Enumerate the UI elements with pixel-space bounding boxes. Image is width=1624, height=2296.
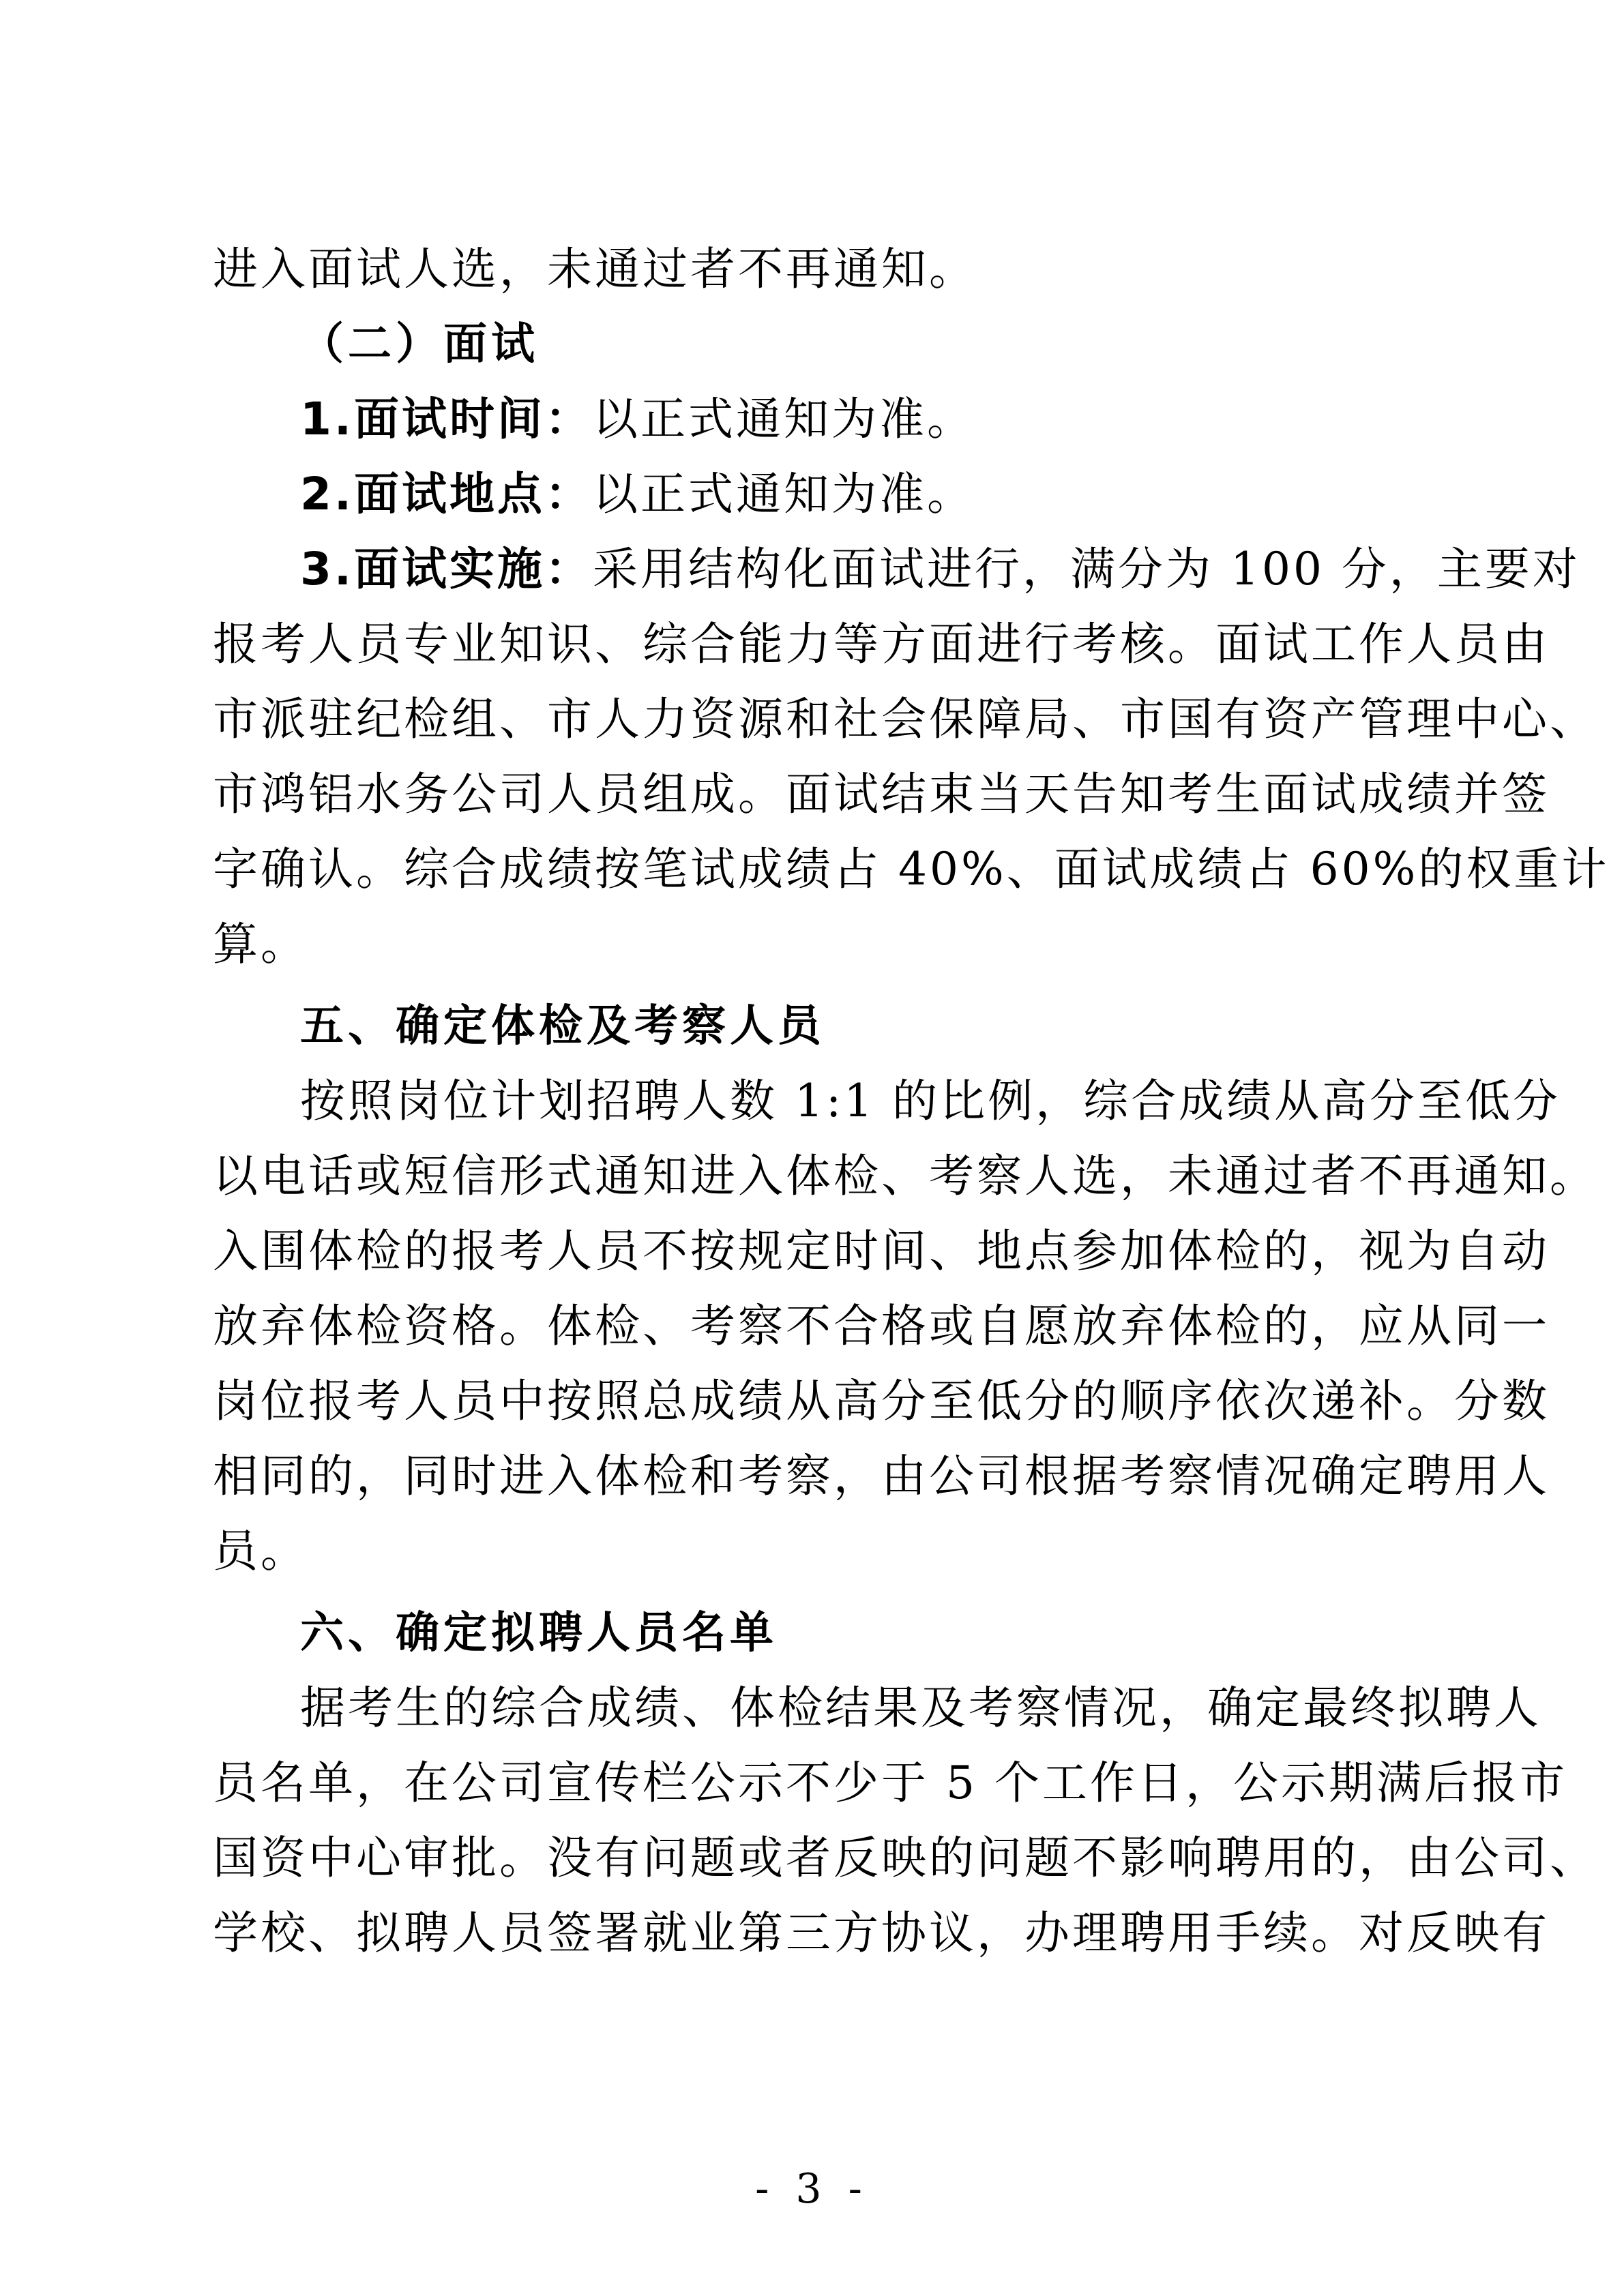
interview-item-place [300,457,1413,532]
interview-item-implementation [300,532,1580,607]
section-5-line: 放弃体检资格。体检、考察不合格或自愿放弃体检的，应从同一 [213,1300,1550,1352]
interview-item-time-label: 1.面试时间： [300,393,593,445]
section-6-line: 据考生的综合成绩、体检结果及考察情况，确定最终拟聘人 [300,1682,1541,1734]
section-6-line: 员名单，在公司宣传栏公示不少于 5 个工作日，公示期满后报市 [213,1757,1567,1809]
section-5-line: 员。 [213,1525,308,1577]
interview-line: 市派驻纪检组、市人力资源和社会保障局、市国有资产管理中心、 [213,693,1597,745]
section-5-line: 相同的，同时进入体检和考察，由公司根据考察情况确定聘用人 [213,1450,1550,1502]
section-6-line: 国资中心审批。没有问题或者反映的问题不影响聘用的，由公司、 [213,1832,1597,1884]
interview-line: 算。 [213,918,308,970]
interview-item-time [300,382,1413,457]
section-5-line: 按照岗位计划招聘人数 1:1 的比例，综合成绩从高分至低分 [300,1075,1561,1127]
page-number: - 3 - [755,2165,869,2213]
section-5-line: 入围体检的报考人员不按规定时间、地点参加体检的，视为自动 [213,1225,1550,1277]
interview-heading: （二）面试 [300,319,539,370]
interview-line: 字确认。综合成绩按笔试成绩占 40%、面试成绩占 60%的权重计 [213,843,1610,895]
section-5-line: 岗位报考人员中按照总成绩从高分至低分的顺序依次递补。分数 [213,1375,1550,1427]
interview-item-implementation-label: 3.面试实施： [300,543,593,595]
interview-item-implementation-text: 采用结构化面试进行，满分为 100 分，主要对 [593,543,1580,595]
interview-line: 市鸿铝水务公司人员组成。面试结束当天告知考生面试成绩并签 [213,768,1550,820]
continuation-line: 进入面试人选，未通过者不再通知。 [213,243,977,295]
section-6-line: 学校、拟聘人员签署就业第三方协议，办理聘用手续。对反映有 [213,1907,1550,1959]
interview-line: 报考人员专业知识、综合能力等方面进行考核。面试工作人员由 [213,618,1550,670]
interview-item-time-text: 以正式通知为准。 [593,393,975,445]
section-6-heading: 六、确定拟聘人员名单 [300,1608,778,1658]
section-5-heading: 五、确定体检及考察人员 [300,1001,825,1052]
interview-item-place-text: 以正式通知为准。 [593,468,975,520]
section-5-line: 以电话或短信形式通知进入体检、考察人选，未通过者不再通知。 [213,1150,1597,1202]
interview-item-place-label: 2.面试地点： [300,468,593,520]
